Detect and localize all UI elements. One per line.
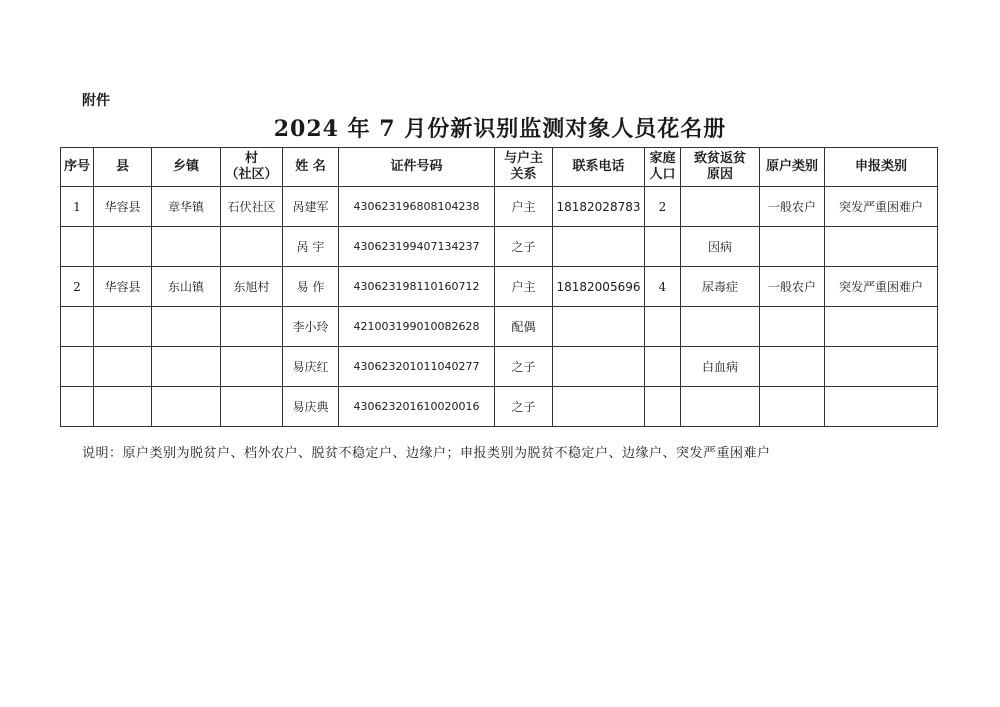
cell-poverty-cause [681,307,760,347]
cell-village [221,347,283,387]
cell-county: 华容县 [94,267,152,307]
cell-village: 东旭村 [221,267,283,307]
cell-county [94,227,152,267]
col-header-town: 乡镇 [152,148,221,187]
cell-name: 易庆典 [283,387,339,427]
cell-poverty-cause: 尿毒症 [681,267,760,307]
cell-phone [553,347,645,387]
cell-name: 易 作 [283,267,339,307]
cell-household-size [645,227,681,267]
cell-phone [553,307,645,347]
cell-application-category: 突发严重困难户 [825,267,938,307]
cell-seq [61,227,94,267]
col-header-county: 县 [94,148,152,187]
cell-phone [553,387,645,427]
cell-poverty-cause: 因病 [681,227,760,267]
cell-seq: 1 [61,187,94,227]
cell-id-number: 430623198110160712 [339,267,495,307]
cell-town [152,227,221,267]
cell-original-category [760,347,825,387]
cell-seq [61,307,94,347]
cell-application-category: 突发严重困难户 [825,187,938,227]
cell-household-size [645,347,681,387]
cell-household-size [645,387,681,427]
cell-household-size: 4 [645,267,681,307]
cell-town [152,347,221,387]
cell-application-category [825,227,938,267]
cell-village [221,307,283,347]
cell-name: 呙 宇 [283,227,339,267]
cell-id-number: 430623201610020016 [339,387,495,427]
cell-household-size [645,307,681,347]
col-header-seq: 序号 [61,148,94,187]
cell-application-category [825,307,938,347]
col-header-relation: 与户主 关系 [495,148,553,187]
cell-id-number: 430623199407134237 [339,227,495,267]
cell-village [221,227,283,267]
cell-town [152,307,221,347]
cell-name: 呙建军 [283,187,339,227]
cell-original-category: 一般农户 [760,187,825,227]
table-row [61,187,938,227]
col-header-poverty-cause: 致贫返贫 原因 [681,148,760,187]
cell-original-category: 一般农户 [760,267,825,307]
col-header-application-category: 申报类别 [825,148,938,187]
cell-original-category [760,307,825,347]
col-header-name: 姓 名 [283,148,339,187]
cell-relation: 户主 [495,267,553,307]
col-header-id-number: 证件号码 [339,148,495,187]
cell-poverty-cause [681,187,760,227]
cell-county [94,387,152,427]
roster-table [60,147,938,427]
cell-relation: 之子 [495,387,553,427]
cell-id-number: 430623196808104238 [339,187,495,227]
cell-relation: 配偶 [495,307,553,347]
cell-application-category [825,347,938,387]
cell-seq [61,347,94,387]
cell-relation: 户主 [495,187,553,227]
document-title: 2024 年 7 月份新识别监测对象人员花名册 [273,116,727,142]
cell-original-category [760,227,825,267]
table-row [61,267,938,307]
cell-phone: 18182028783 [553,187,645,227]
table-row [61,227,938,267]
table-row [61,347,938,387]
cell-village [221,387,283,427]
cell-seq: 2 [61,267,94,307]
col-header-household-size: 家庭 人口 [645,148,681,187]
table-row [61,387,938,427]
cell-town: 东山镇 [152,267,221,307]
cell-town [152,387,221,427]
cell-relation: 之子 [495,347,553,387]
cell-town: 章华镇 [152,187,221,227]
cell-phone [553,227,645,267]
col-header-village: 村 （社区） [221,148,283,187]
cell-seq [61,387,94,427]
cell-phone: 18182005696 [553,267,645,307]
table-row [61,307,938,347]
cell-name: 李小玲 [283,307,339,347]
cell-village: 石伏社区 [221,187,283,227]
cell-county: 华容县 [94,187,152,227]
cell-poverty-cause [681,387,760,427]
cell-relation: 之子 [495,227,553,267]
cell-id-number: 430623201011040277 [339,347,495,387]
explanatory-note: 说明：原户类别为脱贫户、档外农户、脱贫不稳定户、边缘户；申报类别为脱贫不稳定户、边缘户、突发严重困难户 [82,446,771,461]
cell-household-size: 2 [645,187,681,227]
cell-application-category [825,387,938,427]
table-header-row [61,148,938,187]
cell-poverty-cause: 白血病 [681,347,760,387]
col-header-original-category: 原户类别 [760,148,825,187]
cell-county [94,347,152,387]
cell-id-number: 421003199010082628 [339,307,495,347]
cell-county [94,307,152,347]
cell-name: 易庆红 [283,347,339,387]
cell-original-category [760,387,825,427]
attachment-label: 附件 [82,93,110,109]
col-header-phone: 联系电话 [553,148,645,187]
